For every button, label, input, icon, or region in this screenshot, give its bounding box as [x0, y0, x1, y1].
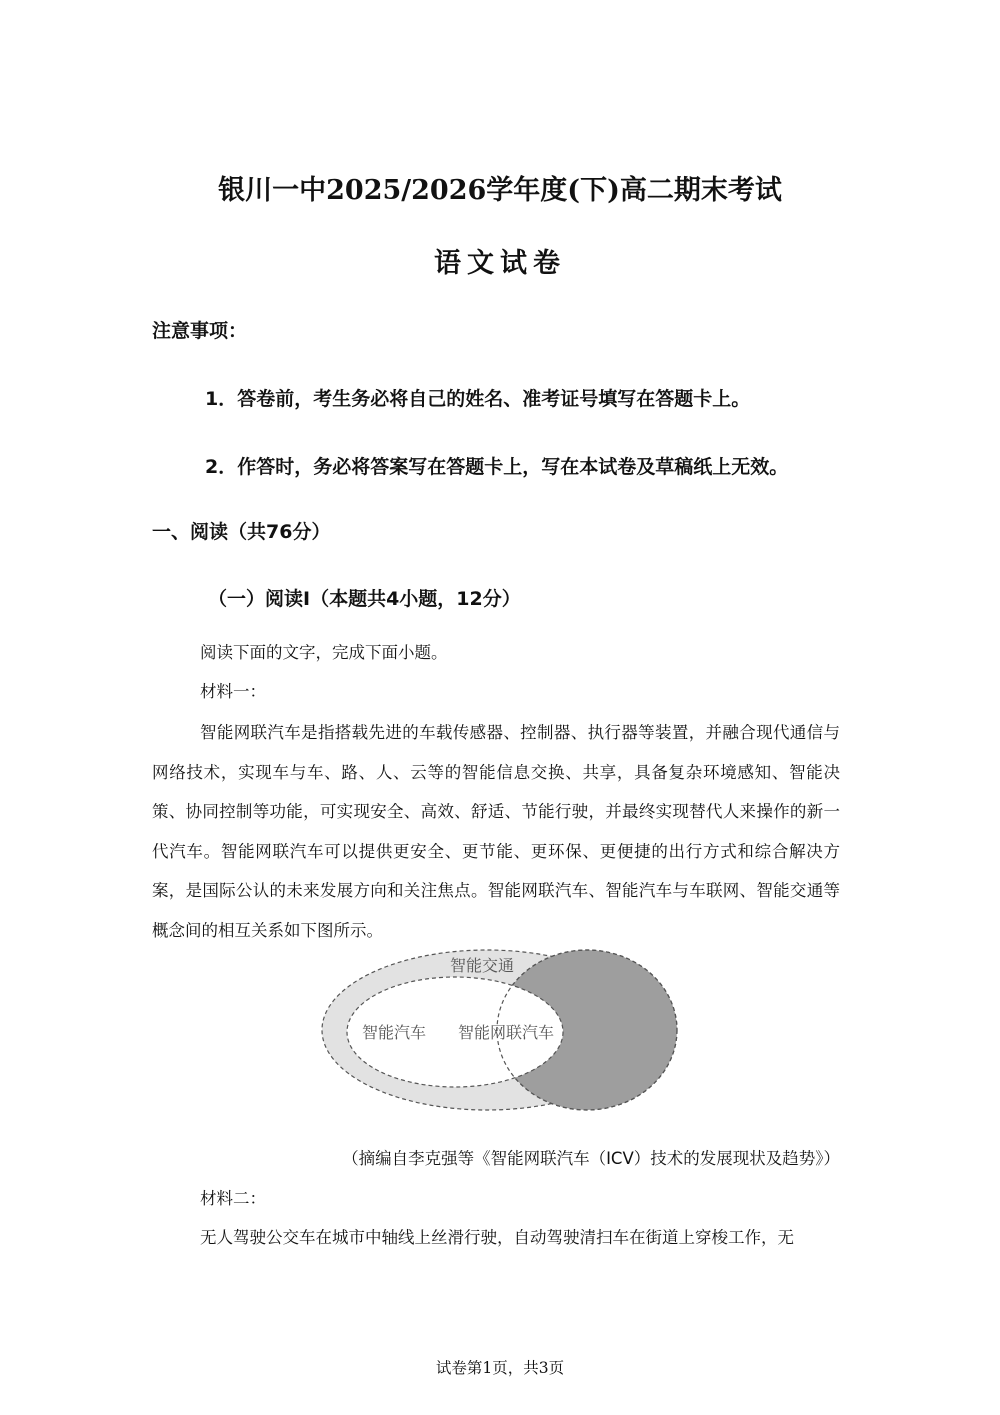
subsection-title: （一）阅读Ⅰ（本题共4小题，12分） [208, 588, 521, 610]
exam-title: 银川一中2025/2026学年度(下)高二期末考试 [218, 175, 782, 206]
label-icv: 智能网联汽车 [458, 1023, 555, 1042]
material-1-label: 材料一： [200, 682, 266, 701]
section-title: 一、阅读（共76分） [152, 521, 331, 543]
venn-diagram [310, 940, 690, 1120]
figure-caption: （摘编自李克强等《智能网联汽车（ICV）技术的发展现状及趋势》） [342, 1149, 840, 1168]
material-1-text: 智能网联汽车是指搭载先进的车载传感器、控制器、执行器等装置，并融合现代通信与网络技术，实现车与车、路、人、云等的智能信息交换、共享，具备复杂环境感知、智能决策、协同控制等功能，可实现安全、高效、舒适、节能行驶，并最终实现替代人来操作的新一代汽车。智能网联汽车可以提供更安全、更节能、更环保、更便捷的出行方式和综合解决方案，是国际公认的未来发展方向和关注焦点。智能网联汽车、智能汽车与车联网、智能交通等概念间的相互关系如下图所示。 [152, 723, 840, 940]
material-2-label: 材料二： [200, 1189, 266, 1208]
page-footer: 试卷第1页，共3页 [435, 1359, 565, 1377]
notice-item-2: 2．作答时，务必将答案写在答题卡上，写在本试卷及草稿纸上无效。 [205, 456, 789, 478]
notice-heading: 注意事项： [152, 320, 248, 342]
notice-item-1: 1．答卷前，考生务必将自己的姓名、准考证号填写在答题卡上。 [205, 388, 751, 410]
label-traffic: 智能交通 [450, 956, 515, 975]
exam-subtitle: 语文试卷 [434, 248, 566, 279]
material-2-text: 无人驾驶公交车在城市中轴线上丝滑行驶，自动驾驶清扫车在街道上穿梭工作，无 [200, 1228, 794, 1247]
instruction-text: 阅读下面的文字，完成下面小题。 [200, 643, 448, 662]
label-smart-car: 智能汽车 [362, 1023, 427, 1042]
